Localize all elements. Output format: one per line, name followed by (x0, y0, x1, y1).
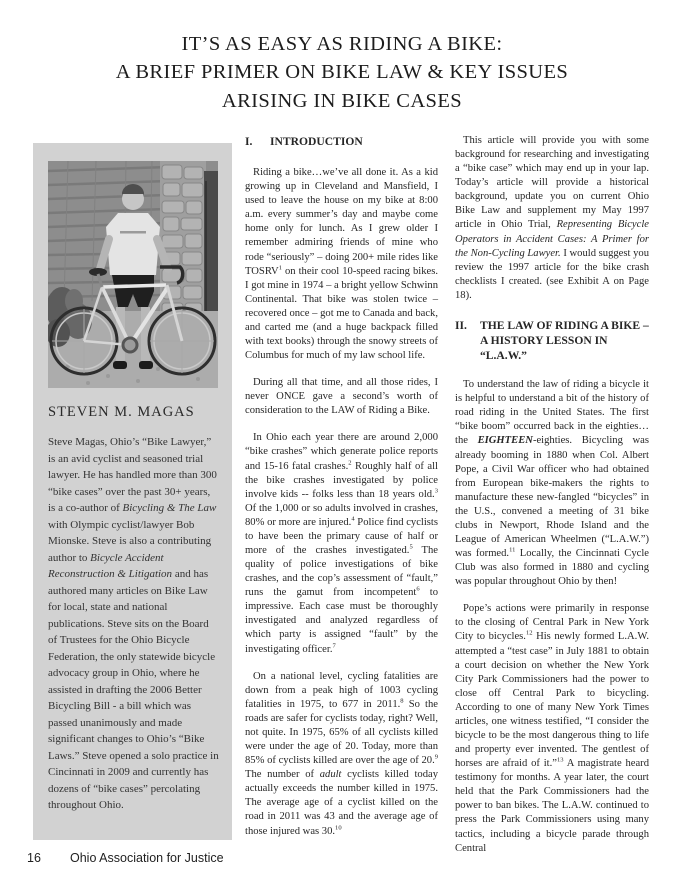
title-line-2: A BRIEF PRIMER ON BIKE LAW & KEY ISSUES (115, 61, 569, 84)
paragraph: This article will provide you with some background for researching and investigating a “bike case” which may end up in your lap. Today’s article will provide a historical background, update you on current Ohio Bike Law and supplement my May 1997 article in Ohio Trial, Representing Bicycle Operators in Accident Cases: A Primer for the Non-Cycling Lawyer. I would suggest you review the 1997 article for the bike crash checklists I created. (see Exhibit A on Page 18). (455, 135, 650, 301)
section-heading-law-history (455, 318, 649, 363)
footer-page-number: 16 (27, 851, 41, 865)
page-title (0, 30, 684, 115)
author-photo (48, 161, 218, 388)
title-line-3: ARISING IN BIKE CASES (221, 89, 463, 112)
body-column-1 (245, 134, 438, 852)
paragraph: Pope’s actions were primarily in response to the closing of Central Park in New York City to bicycles.$^{12}$ His newly formed L.A.W. attempted a “test case” in July 1881 to obtain a court decision on whether the New York City Park Commissioners had the power to close off Central Park to bicycling. According to one of many New York Times articles, one witness testified, “I consider the bicycle to be the most dangerous thing to life and property ever invented. The gentlest of horses are afraid of it.”$^{13}$ A magistrate heard testimony for months. A year later, the court held that the Park Commissioners had the power to ban bikes. The L.A.W. continued to press the Park Commissioners using many tactics, including a bicycle parade through Central (455, 603, 650, 854)
paragraph: In Ohio each year there are around 2,000 “bike crashes” which generate police reports and 15-16 fatal crashes.$^2$ Roughly half of all the bike crashes investigated by police involve kids -- folks less than 18 years old.$^3$ Of the 1,000 or so adults involved in crashes, 80% or more are injured.$^4$ Police find cyclists to have been the primary cause of half or more of the crashes investigated.$^5$ The quality of police investigations of bike crashes, and the cop’s assessment of “fault,” runs the gamut from incompetent$^6$ to impressive. Each case must be thoroughly investigated and analyzed regardless of which party is assigned “fault” by the investigating officer.$^7$ (245, 432, 439, 655)
title-line-1: IT’S AS EASY AS RIDING A BIKE: (181, 33, 503, 55)
paragraph: To understand the law of riding a bicycle it is helpful to understand a bit of the history of road riding in the United States. The first “bike boom” occurred back in the eighties… the EIGHTEEN-eighties. Bicycling was already booming in 1880 when Col. Albert Pope, a Civil War officer who had obtained from European bike-makers the rights to manufacture these new-fangled “bicycles” in the U.S., convened a meeting of 31 bike clubs in Newport, Rhode Island and the League of American Wheelmen (“L.A.W.”) was formed.$^{11}$ Locally, the Cincinnati Cycle Club was also formed in 1880 and cycling was popular throughout Ohio by then! (455, 379, 650, 588)
section-title: THE LAW OF RIDING A BIKE – A HISTORY LESSON IN “L.A.W.” (480, 318, 649, 363)
author-sidebar (33, 143, 232, 840)
section-number: I. (245, 135, 253, 148)
section-title: INTRODUCTION (270, 135, 363, 148)
section-number: II. (455, 318, 467, 332)
paragraph: On a national level, cycling fatalities are down from a peak high of 1003 cycling fatalities in 1975, to 677 in 2011.$^8$ So the roads are safer for cyclists today, right? Well, not quite. In 1975, 65% of all cyclists killed were under the age of 20. Today, more than 85% of cyclists killed are over the age of 20.$^9$ The number of adult cyclists killed today actually exceeds the number killed in 1975. The average age of a cyclist killed on the road in 2011 was 43 and the average age of those injured was 30.10 (245, 670, 438, 837)
body-column-2 (455, 134, 649, 869)
page-footer (27, 851, 224, 865)
author-name: STEVEN M. MAGAS (48, 404, 195, 420)
footer-journal-name: Ohio Association for Justice (70, 851, 224, 865)
paragraph: Riding a bike…we’ve all done it. As a kid growing up in Cleveland and Mansfield, I used to leave the house on my bike at 8:00 a.m. every summer’s day and maybe come home only for lunch. As I grew older I remember admiring friends of mine who rode “seriously” – doing 200+ mile rides like TOSRV$^1$ on their cool 10-speed racing bikes. I got mine in 1974 – a bright yellow Schwinn Continental. That bike was stolen twice – recovered once – got me to Canada and back, and carted me (and a huge backpack filled with text books) through the snowy streets of Columbus for much of my law school life. (245, 167, 438, 362)
paragraph: During all that time, and all those rides, I never ONCE gave a second’s worth of consideration to the LAW of Riding a Bike. (245, 377, 438, 417)
section-heading-introduction (245, 134, 438, 149)
author-bio: Steve Magas, Ohio’s “Bike Lawyer,” is an avid cyclist and seasoned trial lawyer. He has handled more than 300 “bike cases” over the past 30+ years, is a co-author of Bicycling & The Law with Olympic cyclist/lawyer Bob Mionske. Steve is also a contributing author to Bicycle Accident Reconstruction & Litigation and has authored many articles on Bike Law for local, state and national publications. Steve sits on the Board of Trustees for the Ohio Bicycle Federation, the only statewide bicycle advocacy group in Ohio, where he assisted in drafting the 2006 Better Bicycling Bill - a bill which was passed unanimously and made significant changes to Ohio’s “Bike Laws.” Steve opened a solo practice in Cincinnati in 2009 and currently has dozens of “bike cases” percolating throughout Ohio. (48, 436, 219, 811)
